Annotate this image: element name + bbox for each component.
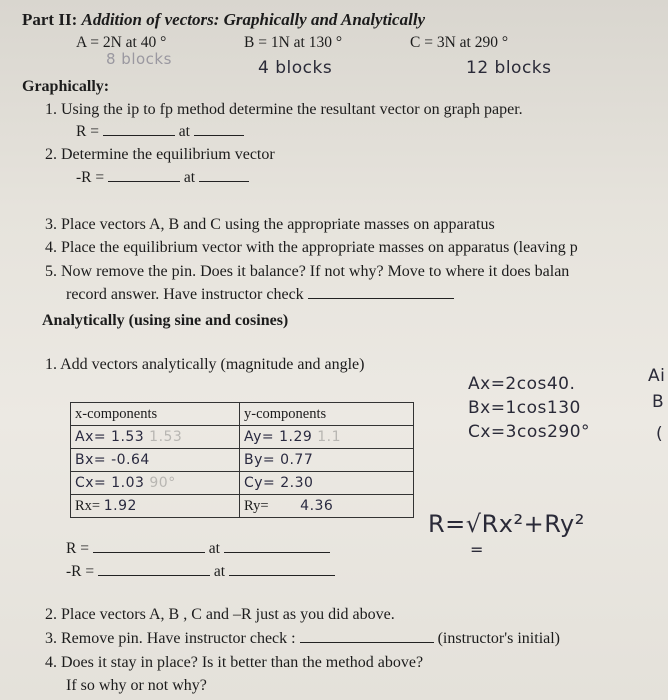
instructor-check-blank[interactable] [308,297,454,299]
side-note-bx: Bx=1cos130 [468,398,581,418]
y-component-cell[interactable] [240,449,414,472]
rx-cell[interactable] [71,495,240,518]
graphically-item-1: 1. Using the ip to fp method determine the resultant vector on graph paper. [45,101,523,118]
table-row [71,426,414,449]
x-component-cell[interactable] [71,472,240,495]
edge-note-3: ( [656,424,664,444]
r-magnitude-blank[interactable] [103,134,175,136]
r-angle-blank[interactable] [224,551,330,553]
analytically-heading: Analytically (using sine and cosines) [42,312,289,329]
edge-note-2: B [652,392,665,412]
edge-note-1: Ai [648,366,666,386]
at-label: at [183,169,196,186]
graphically-neg-r-row [76,169,249,187]
formula-equals: = [470,540,484,559]
table-row [71,449,414,472]
rx-label: Rx= [75,497,101,514]
ry-value: 4.36 [300,497,334,514]
at-label: at [213,563,226,580]
vector-b: B = 1N at 130 ° [244,34,343,51]
part-label: Part II: [22,10,78,29]
side-note-cx: Cx=3cos290° [468,422,591,442]
ry-cell[interactable] [240,495,414,518]
title-text: Addition of vectors: Graphically and Analytically [81,10,426,29]
ay-ghost: 1.1 [317,429,341,445]
r-angle-blank[interactable] [194,134,244,136]
graphically-item-3: 3. Place vectors A, B and C using the appropriate masses on apparatus [45,216,495,233]
r-magnitude-blank[interactable] [93,551,205,553]
table-header-row [71,403,414,426]
page-title [22,10,425,30]
cx-ghost: 90° [149,475,176,491]
vector-b-note: 4 blocks [258,58,333,78]
table-row-totals [71,495,414,518]
x-component-cell[interactable] [71,449,240,472]
instructor-initial-blank[interactable] [300,641,434,643]
by-value: By= 0.77 [244,452,314,468]
vector-c-note: 12 blocks [466,58,552,78]
components-table [70,402,414,518]
item-3-tail: (instructor's initial) [437,630,561,647]
graphically-item-2: 2. Determine the equilibrium vector [45,146,275,163]
graphically-item-4: 4. Place the equilibrium vector with the appropriate masses on apparatus (leaving p [45,239,578,256]
graphically-r-row [76,123,244,141]
analytically-item-4-cont: If so why or not why? [66,677,207,694]
y-component-cell[interactable] [240,472,414,495]
neg-r-magnitude-blank[interactable] [98,574,210,576]
y-component-cell[interactable] [240,426,414,449]
analytically-item-4: 4. Does it stay in place? Is it better than the method above? [45,654,424,671]
col-header-y: y-components [240,403,414,426]
side-note-ax: Ax=2cos40. [468,374,576,394]
ax-value: Ax= 1.53 [75,429,145,445]
analytically-item-3 [45,630,560,648]
graphically-item-5: 5. Now remove the pin. Does it balance? If not why? Move to where it does balan [45,263,570,280]
neg-r-angle-blank[interactable] [199,180,249,182]
r-label: R = [66,540,89,557]
rx-value: 1.92 [103,497,137,514]
analytically-r-row [66,540,330,558]
vector-a-note: 8 blocks [106,50,172,68]
graphically-heading: Graphically: [22,78,110,95]
analytically-item-1: 1. Add vectors analytically (magnitude and angle) [45,356,365,373]
neg-r-angle-blank[interactable] [229,574,335,576]
ry-label: Ry= [244,497,269,514]
neg-r-label: -R = [76,169,105,186]
neg-r-label: -R = [66,563,95,580]
cx-value: Cx= 1.03 [75,475,145,491]
table-row [71,472,414,495]
magnitude-formula: R=√Rx²+Ry² [428,510,585,538]
item-3-text: 3. Remove pin. Have instructor check : [45,630,296,647]
cy-value: Cy= 2.30 [244,475,314,491]
item-5-cont-text: record answer. Have instructor check [66,286,304,303]
graphically-item-5-cont [66,286,454,304]
vector-a: A = 2N at 40 ° [76,34,167,51]
ax-ghost: 1.53 [149,429,183,445]
analytically-neg-r-row [66,563,335,581]
vector-c: C = 3N at 290 ° [410,34,509,51]
at-label: at [208,540,220,557]
col-header-x: x-components [71,403,240,426]
ay-value: Ay= 1.29 [244,429,313,445]
analytically-item-2: 2. Place vectors A, B , C and –R just as you did above. [45,606,395,623]
at-label: at [178,123,190,140]
bx-value: Bx= -0.64 [75,452,150,468]
x-component-cell[interactable] [71,426,240,449]
r-label: R = [76,123,99,140]
neg-r-magnitude-blank[interactable] [108,180,180,182]
